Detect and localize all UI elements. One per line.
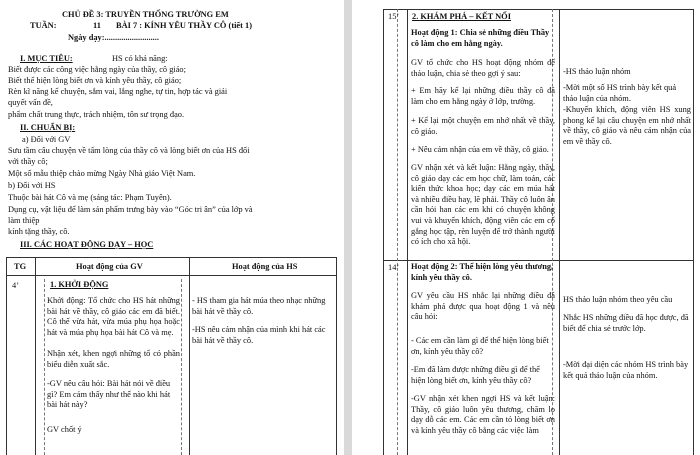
- activity-title: 1. KHỞI ĐỘNG: [50, 280, 109, 289]
- objective-line: quyết vấn đề,: [8, 98, 53, 107]
- activity-title: 2. KHÁM PHÁ – KẾT NỐI: [412, 12, 511, 21]
- student-paragraph: -HS nêu cảm nhận của mình khi hát các bài hát về thầy cô.: [192, 325, 326, 345]
- section-objectives-title: I. MỤC TIÊU:: [20, 54, 73, 63]
- activity-title: Hoạt động 2: Thể hiện lòng yêu thương, kính yêu thầy cô.: [411, 262, 554, 282]
- teacher-paragraph: GV nhận xét và kết luận: Hằng ngày, thầy, cô giáo dạy các em học chữ, làm toán, các kiến thức khoa học; dạy các em múa hát và nhiều điều hay, lẽ phải. Thầy cô luôn ân cần hỏi han các em khi có chuyện không vui và khuyến khích, động viên các em cố gắng học tập, rèn luyện để trở thành người có ích cho xã hội.: [411, 163, 555, 247]
- table-header-student: Hoạt động của HS: [232, 262, 298, 271]
- week-label: TUẦN:: [30, 21, 57, 30]
- teacher-paragraph: + Em hãy kể lại những điều thầy cô đã làm cho em hằng ngày ở lớp, trường.: [411, 86, 555, 106]
- table-border-left: [383, 9, 384, 455]
- teacher-paragraph: + Kể lại một chuyện em nhớ nhất về thầy, cô giáo.: [411, 116, 555, 136]
- text-guide-line: [44, 279, 45, 455]
- teacher-paragraph: -Em đã làm được những điều gì để thể hiện lòng biết ơn, kính yêu thầy cô?: [411, 365, 540, 385]
- teacher-paragraph: -GV nêu câu hỏi: Bài hát nói về điều gì? Em cảm thấy như thế nào khi hát bài hát này?: [47, 379, 171, 410]
- prep-line: với thầy cô;: [8, 157, 48, 166]
- table-border-right: [693, 9, 694, 455]
- activity-subtitle: Hoạt động 1: Chia sẻ những điều Thầy cô làm cho em hằng ngày.: [411, 28, 550, 48]
- teacher-paragraph: GV yêu cầu HS nhắc lại những điều đã khám phá được qua hoạt động 1 và nêu câu hỏi:: [411, 291, 555, 322]
- table-border-top: [383, 9, 694, 10]
- prep-line: kính tặng thầy, cô.: [8, 227, 70, 236]
- table-col-divider: [35, 257, 36, 455]
- student-paragraph: HS thảo luận nhóm theo yêu cầu: [563, 295, 673, 304]
- section-preparation-title: II. CHUẨN BỊ:: [20, 123, 76, 132]
- teacher-paragraph: + Nêu cảm nhận của em về thầy, cô giáo.: [411, 145, 549, 154]
- section-activities-title: III. CÁC HOẠT ĐỘNG DẠY – HỌC: [20, 240, 154, 249]
- text-guide-line: [181, 279, 182, 455]
- teacher-paragraph: GV chốt ý: [47, 425, 82, 434]
- table-border-top: [6, 257, 337, 258]
- lesson-title: BÀI 7 : KÍNH YÊU THẦY CÔ (tiết 1): [116, 21, 253, 30]
- teacher-paragraph: Khởi động: Tổ chức cho HS hát những bài hát về thầy, cô giáo các em đã biết. Cô thế vừa hát, vừa múa phụ họa hoặc hát và múa phụ họa bài hát Cô và mẹ.: [47, 296, 180, 337]
- table-col-divider: [559, 9, 560, 455]
- prep-line: a) Đối với GV: [22, 135, 71, 144]
- teacher-paragraph: Nhận xét, khen ngợi những tổ có phần biểu diễn xuất sắc.: [47, 349, 180, 369]
- objectives-intro: HS có khả năng:: [112, 54, 168, 63]
- table-col-divider: [189, 257, 190, 455]
- left-page: [0, 0, 344, 455]
- table-header-time: TG: [14, 262, 27, 271]
- table-header-teacher: Hoạt động của GV: [76, 262, 143, 271]
- table-header-divider: [6, 275, 337, 276]
- prep-line: làm thiệp: [8, 216, 40, 225]
- text-guide-line: [397, 9, 398, 455]
- prep-line: Sưu tầm câu chuyện về tấm lòng của thầy cô và lòng biết ơn của HS đối: [8, 146, 250, 155]
- prep-line: Thuộc bài hát Cô và mẹ (sáng tác: Phạm Tuyên).: [8, 193, 172, 202]
- week-number: 11: [93, 21, 101, 30]
- row-time: 14’: [388, 263, 400, 272]
- student-paragraph: - HS tham gia hát múa theo nhạc những bài hát về thầy cô.: [192, 296, 326, 316]
- row-time: 4’: [12, 281, 19, 290]
- row-time: 15’: [388, 12, 400, 21]
- date-line: Ngày dạy:..........................: [68, 33, 159, 42]
- teacher-paragraph: -GV nhận xét khen ngợi HS và kết luận: Thầy, cô giáo luôn yêu thương, chăm lo dạy dỗ các em. Các em cần tỏ lòng biết ơn và kính yêu thầy cô bằng các việc làm: [411, 394, 555, 435]
- teacher-paragraph: GV tổ chức cho HS hoạt động nhóm để thảo luận, chia sẻ theo gợi ý sau:: [411, 58, 555, 78]
- objective-line: Biết thể hiện lòng biết ơn và kính yêu thầy, cô giáo;: [8, 76, 182, 85]
- prep-line: Dụng cụ, vật liệu để làm sản phẩm trưng bày vào “Góc tri ân” của lớp và: [8, 205, 253, 214]
- topic-title: CHỦ ĐỀ 3: TRUYỀN THỐNG TRƯỜNG EM: [62, 10, 229, 19]
- teacher-paragraph: - Các em cần làm gì để thể hiện lòng biết ơn, kính yêu thầy cô?: [411, 336, 549, 356]
- objective-line: Rèn kĩ năng kể chuyện, sắm vai, lắng nghe, tự tin, hợp tác và giải: [8, 87, 228, 96]
- student-paragraph: -Mời đại diện các nhóm HS trình bày kết quả thảo luận của nhóm.: [563, 360, 689, 380]
- prep-line: b) Đối với HS: [8, 181, 56, 190]
- table-row-divider: [383, 260, 694, 261]
- student-paragraph: Nhắc HS những điều đã học được, đã biết để chia sẻ trước lớp.: [563, 313, 689, 333]
- table-border-left: [6, 257, 7, 455]
- right-page: [352, 0, 700, 455]
- objective-line: phẩm chất trung thực, trách nhiệm, tôn sư trọng đạo.: [8, 110, 185, 119]
- student-paragraph: -Khuyến khích, động viên HS xung phong kể lại câu chuyện em nhớ nhất về thầy, cô giáo và nêu cảm nhận của em về thầy cô.: [563, 105, 691, 146]
- table-col-divider: [407, 9, 408, 455]
- student-paragraph: -HS thảo luận nhóm: [563, 67, 631, 76]
- student-paragraph: -Mời một số HS trình bày kết quả thảo luận của nhóm.: [563, 83, 677, 103]
- objective-line: Biết được các công việc hằng ngày của thầy, cô giáo;: [8, 65, 186, 74]
- table-border-right: [336, 257, 337, 455]
- prep-line: Một số mẫu thiệp chào mừng Ngày Nhà giáo Việt Nam.: [8, 169, 196, 178]
